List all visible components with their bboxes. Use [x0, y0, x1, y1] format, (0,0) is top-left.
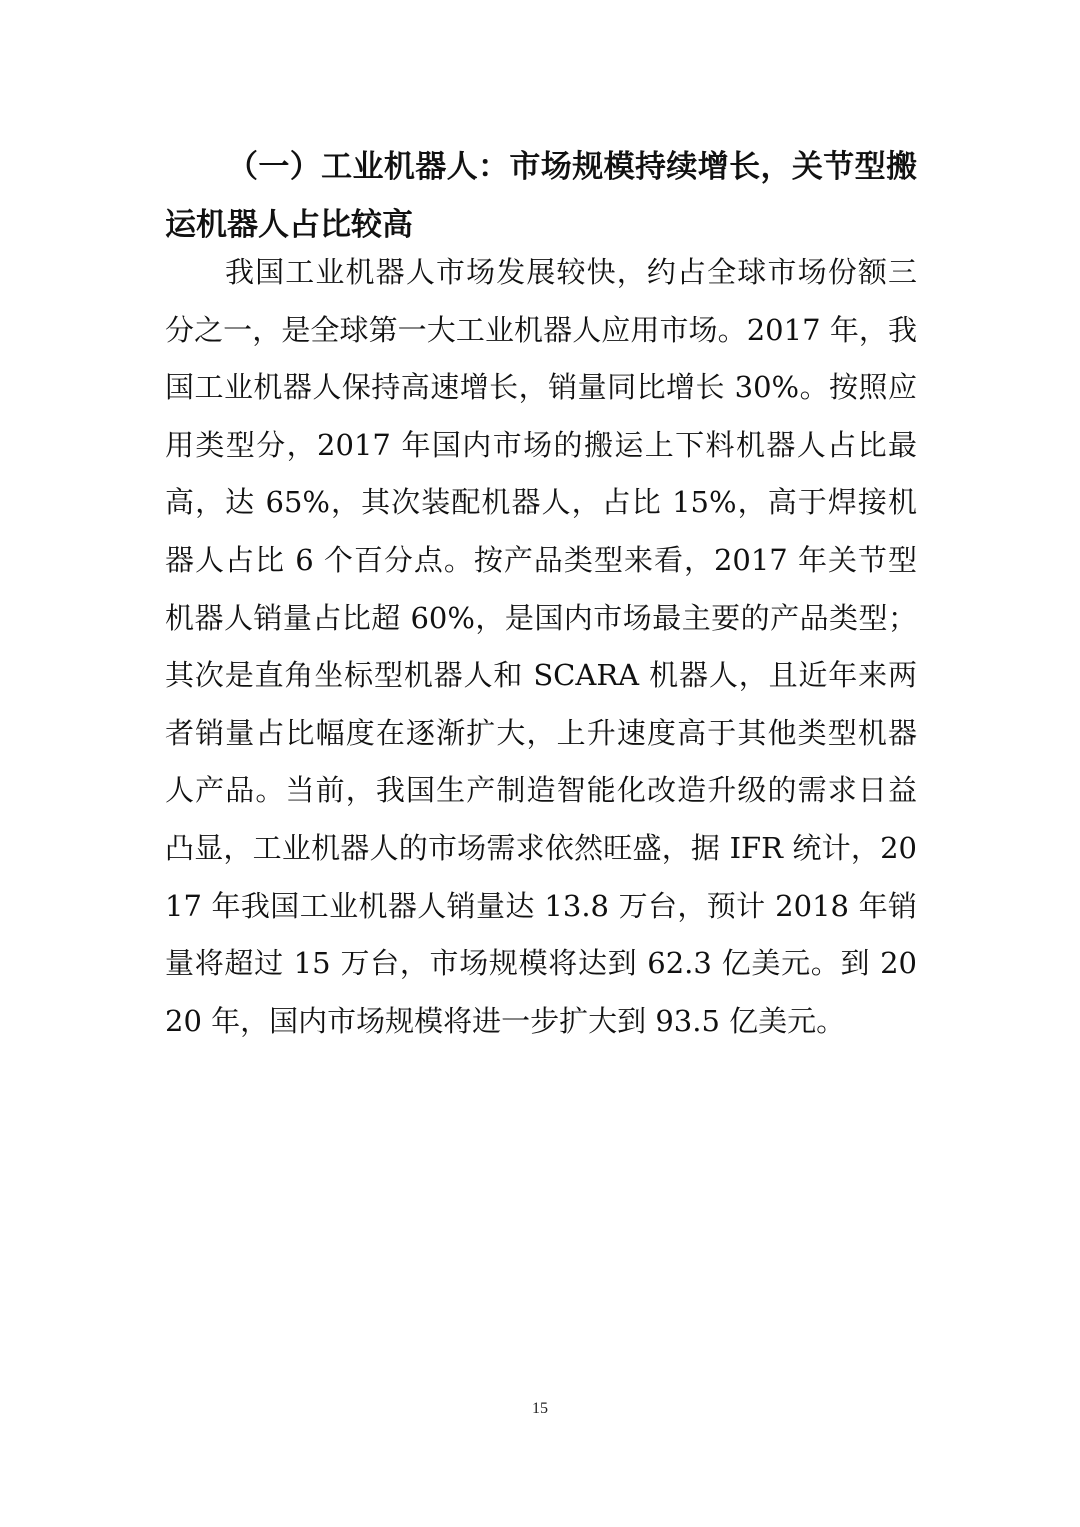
body-paragraph: 我国工业机器人市场发展较快，约占全球市场份额三分之一，是全球第一大工业机器人应用市场。2017 年，我国工业机器人保持高速增长，销量同比增长 30%。按照应用类型分，2017 年国内市场的搬运上下料机器人占比最高，达 65%，其次装配机器人，占比 15%，高于焊接机器人占比 6 个百分点。按产品类型来看，2017 年关节型机器人销量占比超 60%，是国内市场最主要的产品类型；其次是直角坐标型机器人和 SCARA 机器人，且近年来两者销量占比幅度在逐渐扩大，上升速度高于其他类型机器人产品。当前，我国生产制造智能化改造升级的需求日益凸显，工业机器人的市场需求依然旺盛，据 IFR 统计，2017 年我国工业机器人销量达 13.8 万台，预计 2018 年销量将超过 15 万台，市场规模将达到 62.3 亿美元。到 2020 年，国内市场规模将进一步扩大到 93.5 亿美元。 — [165, 255, 917, 1038]
section-heading: （一）工业机器人：市场规模持续增长，关节型搬运机器人占比较高 — [165, 149, 917, 243]
page-number: 15 — [532, 1400, 548, 1417]
